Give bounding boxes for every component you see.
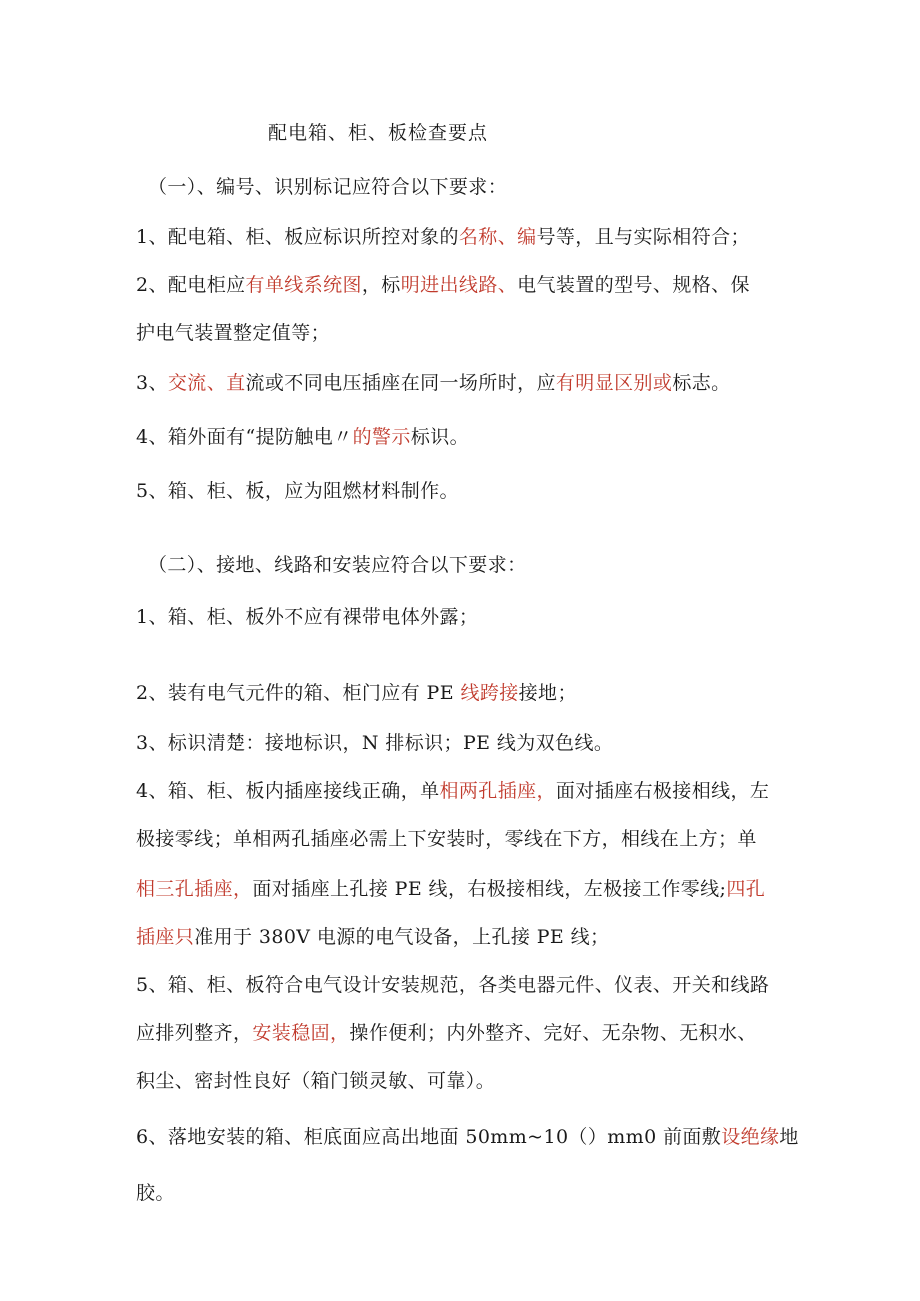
section2-item5-line2	[136, 1020, 757, 1046]
highlighted-text: 交流、直	[167, 372, 246, 394]
text-run: ，标	[361, 274, 401, 296]
text-run: 操作便利；内外整齐、完好、无杂物、无积水、	[349, 1022, 757, 1044]
text-run: 4、箱外面有“提防触电〃	[136, 426, 353, 448]
highlighted-text: 有单线系统图	[245, 274, 362, 296]
text-run: 面对插座上孔接 PE 线，右极接相线，左极接工作零线;	[252, 878, 727, 900]
highlighted-text: 名称、编	[458, 226, 537, 248]
highlighted-text: 明进出线路、	[400, 274, 518, 296]
text-run: 准用于 380V 电源的电气设备，上孔接 PE 线；	[194, 926, 610, 948]
text-run: 2、配电柜应	[136, 274, 246, 296]
section2-item4-line1	[136, 778, 769, 804]
section2-item5-line3	[136, 1068, 495, 1094]
text-run: 极接零线；单相两孔插座必需上下安装时，零线在下方，相线在上方；单	[136, 828, 757, 850]
text-run: 5、箱、柜、板符合电气设计安装规范，各类电器元件、仪表、开关和线路	[136, 974, 770, 996]
text-run: 1、箱、柜、板外不应有裸带电体外露；	[136, 606, 479, 628]
section2-heading: （二）、接地、线路和安装应符合以下要求：	[148, 554, 527, 576]
section2-item4-line3	[136, 876, 765, 902]
text-run: 号等，且与实际相符合；	[536, 226, 750, 248]
text-run: 应排列整齐，	[136, 1022, 253, 1044]
section2-item6-line1	[136, 1124, 799, 1150]
section1-item1	[136, 224, 750, 250]
text-run: 面对插座右极接相线，左	[555, 780, 770, 802]
section2-item4-line4	[136, 924, 609, 950]
text-run: 3、	[136, 372, 168, 394]
text-run: 2、装有电气元件的箱、柜门应有 PE	[136, 682, 461, 704]
text-run: 胶。	[136, 1182, 175, 1204]
highlighted-text: 相三孔插座，	[136, 878, 253, 900]
text-run: 积尘、密封性良好（箱门锁灵敏、可靠）。	[136, 1070, 496, 1092]
text-run: 电气装置的型号、规格、保	[517, 274, 750, 296]
section1-item4	[136, 424, 469, 450]
highlighted-text: 线跨接	[460, 682, 519, 704]
text-run: 护电气装置整定值等；	[136, 322, 331, 344]
document-title: 配电箱、柜、板检查要点	[268, 122, 489, 144]
section2-item2	[136, 680, 577, 706]
highlighted-text: 插座只	[136, 926, 195, 948]
text-run: 3、标识清楚：接地标识，N 排标识；PE 线为双色线。	[136, 732, 614, 754]
section1-item5	[136, 478, 459, 504]
section2-item5-line1	[136, 972, 769, 998]
text-run: 1、配电箱、柜、板应标识所控对象的	[136, 226, 459, 248]
text-run: 流或不同电压插座在同一场所时，应	[245, 372, 556, 394]
highlighted-text: 设绝缘	[721, 1126, 780, 1148]
section2-item6-line2	[136, 1180, 175, 1206]
text-run: 标识。	[410, 426, 470, 448]
section1-item3	[136, 370, 731, 396]
section2-item1	[136, 604, 478, 630]
section1-item2-line2	[136, 320, 330, 346]
text-run: 标志。	[672, 372, 731, 394]
highlighted-text: 相两孔插座，	[439, 780, 556, 802]
highlighted-text: 的警示	[352, 426, 411, 448]
section2-item3	[136, 730, 613, 756]
text-run: 4、箱、柜、板内插座接线正确，单	[136, 780, 440, 802]
text-run: 接地；	[518, 682, 577, 704]
text-run: 地	[779, 1126, 799, 1148]
section2-item4-line2	[136, 826, 757, 852]
text-run: 5、箱、柜、板，应为阻燃材料制作。	[136, 480, 459, 502]
text-run: 6、落地安装的箱、柜底面应高出地面 50mm~10（）mm0 前面敷	[136, 1126, 722, 1148]
highlighted-text: 安装稳固，	[252, 1022, 350, 1044]
section1-heading: （一）、编号、识别标记应符合以下要求：	[148, 176, 508, 198]
section1-item2-line1	[136, 272, 750, 298]
highlighted-text: 四孔	[726, 878, 766, 900]
highlighted-text: 有明显区别或	[555, 372, 673, 394]
